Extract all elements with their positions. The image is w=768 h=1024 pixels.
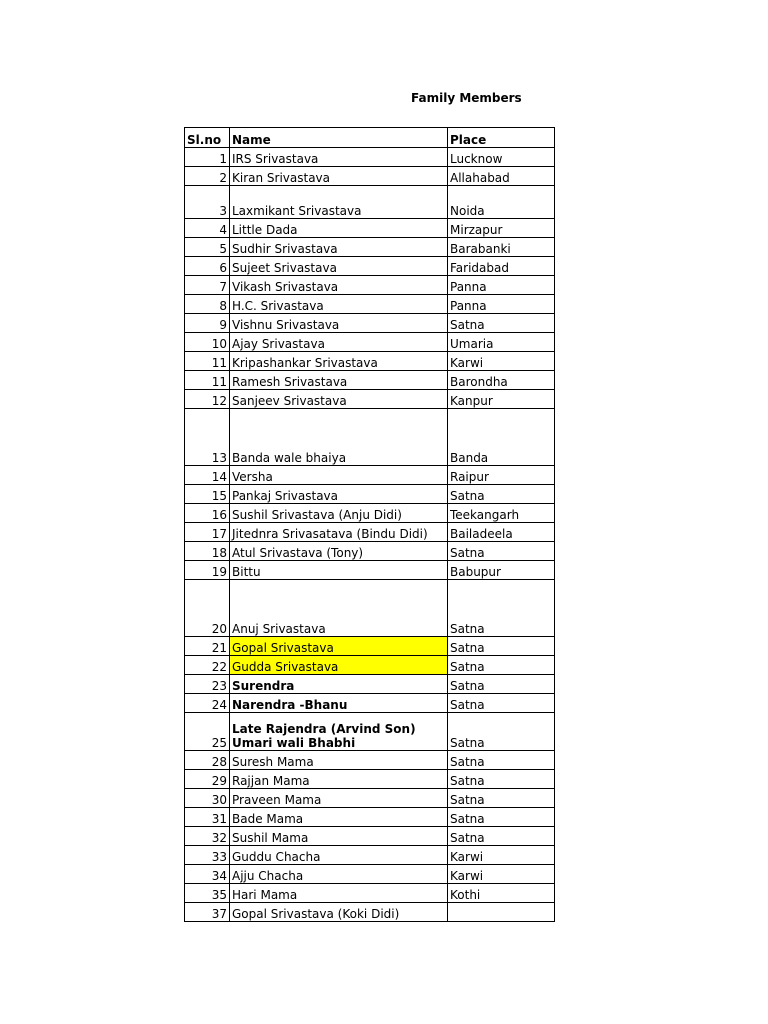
row-place: Satna xyxy=(448,314,555,333)
row-number: 14 xyxy=(185,466,230,485)
row-place: Kothi xyxy=(448,884,555,903)
row-place: Noida xyxy=(448,186,555,219)
row-number: 20 xyxy=(185,580,230,637)
table-row xyxy=(185,485,555,504)
table-row xyxy=(185,371,555,390)
row-place: Satna xyxy=(448,713,555,751)
table-row xyxy=(185,884,555,903)
row-name: Little Dada xyxy=(230,219,448,238)
row-place: Satna xyxy=(448,580,555,637)
table-row xyxy=(185,808,555,827)
row-number: 5 xyxy=(185,238,230,257)
table-row xyxy=(185,675,555,694)
row-name: Jitednra Srivasatava (Bindu Didi) xyxy=(230,523,448,542)
header-name: Name xyxy=(230,128,448,148)
row-number: 22 xyxy=(185,656,230,675)
row-name: Pankaj Srivastava xyxy=(230,485,448,504)
row-number: 1 xyxy=(185,148,230,167)
row-name: Ramesh Srivastava xyxy=(230,371,448,390)
row-number: 21 xyxy=(185,637,230,656)
sheet-title: Family Members xyxy=(411,91,522,105)
row-name: Late Rajendra (Arvind Son) Umari wali Bhabhi xyxy=(230,713,448,751)
table-row xyxy=(185,770,555,789)
row-number: 16 xyxy=(185,504,230,523)
row-name: Banda wale bhaiya xyxy=(230,409,448,466)
table-row xyxy=(185,276,555,295)
row-place: Satna xyxy=(448,656,555,675)
row-place: Teekangarh xyxy=(448,504,555,523)
row-name: Atul Srivastava (Tony) xyxy=(230,542,448,561)
table-row xyxy=(185,504,555,523)
table-row xyxy=(185,561,555,580)
family-members-table xyxy=(184,127,555,922)
row-number: 15 xyxy=(185,485,230,504)
row-place: Babupur xyxy=(448,561,555,580)
row-number: 37 xyxy=(185,903,230,922)
row-number: 7 xyxy=(185,276,230,295)
table-row xyxy=(185,827,555,846)
table-row xyxy=(185,148,555,167)
table-row xyxy=(185,713,555,751)
table-row xyxy=(185,295,555,314)
table-row xyxy=(185,580,555,637)
header-place: Place xyxy=(448,128,555,148)
row-place: Satna xyxy=(448,637,555,656)
row-name: Gopal Srivastava (Koki Didi) xyxy=(230,903,448,922)
row-number: 2 xyxy=(185,167,230,186)
row-name: Vikash Srivastava xyxy=(230,276,448,295)
row-name: Gudda Srivastava xyxy=(230,656,448,675)
row-name: Gopal Srivastava xyxy=(230,637,448,656)
row-number: 9 xyxy=(185,314,230,333)
row-name: Sanjeev Srivastava xyxy=(230,390,448,409)
table-row xyxy=(185,542,555,561)
row-name: Praveen Mama xyxy=(230,789,448,808)
row-number: 25 xyxy=(185,713,230,751)
row-number: 17 xyxy=(185,523,230,542)
row-place: Satna xyxy=(448,485,555,504)
row-name: Hari Mama xyxy=(230,884,448,903)
table-row xyxy=(185,865,555,884)
row-number: 19 xyxy=(185,561,230,580)
row-place: Faridabad xyxy=(448,257,555,276)
table-row xyxy=(185,390,555,409)
header-slno: Sl.no xyxy=(185,128,230,148)
header-row xyxy=(185,128,555,148)
table-row xyxy=(185,186,555,219)
table-row xyxy=(185,846,555,865)
row-name: Bade Mama xyxy=(230,808,448,827)
row-place: Karwi xyxy=(448,846,555,865)
row-number: 35 xyxy=(185,884,230,903)
row-name: Bittu xyxy=(230,561,448,580)
table-row xyxy=(185,352,555,371)
row-number: 32 xyxy=(185,827,230,846)
row-number: 24 xyxy=(185,694,230,713)
row-place: Satna xyxy=(448,770,555,789)
row-name: Anuj Srivastava xyxy=(230,580,448,637)
table-row xyxy=(185,219,555,238)
row-place: Satna xyxy=(448,808,555,827)
row-place: Satna xyxy=(448,751,555,770)
row-place: Karwi xyxy=(448,352,555,371)
row-name: Ajay Srivastava xyxy=(230,333,448,352)
row-number: 11 xyxy=(185,352,230,371)
row-name: H.C. Srivastava xyxy=(230,295,448,314)
row-number: 30 xyxy=(185,789,230,808)
table-row xyxy=(185,903,555,922)
table-row xyxy=(185,466,555,485)
row-place: Raipur xyxy=(448,466,555,485)
row-place: Panna xyxy=(448,295,555,314)
row-place: Satna xyxy=(448,675,555,694)
row-place: Panna xyxy=(448,276,555,295)
table-row xyxy=(185,167,555,186)
row-name: Rajjan Mama xyxy=(230,770,448,789)
row-number: 13 xyxy=(185,409,230,466)
row-place: Satna xyxy=(448,542,555,561)
table-row xyxy=(185,789,555,808)
row-name: Ajju Chacha xyxy=(230,865,448,884)
row-place xyxy=(448,903,555,922)
row-number: 12 xyxy=(185,390,230,409)
table-row-highlighted xyxy=(185,637,555,656)
row-name: Surendra xyxy=(230,675,448,694)
row-number: 18 xyxy=(185,542,230,561)
row-name: Laxmikant Srivastava xyxy=(230,186,448,219)
row-number: 33 xyxy=(185,846,230,865)
row-number: 28 xyxy=(185,751,230,770)
table-row xyxy=(185,257,555,276)
row-place: Bailadeela xyxy=(448,523,555,542)
table-row-highlighted xyxy=(185,656,555,675)
row-place: Banda xyxy=(448,409,555,466)
row-number: 4 xyxy=(185,219,230,238)
row-name: Kripashankar Srivastava xyxy=(230,352,448,371)
row-place: Barondha xyxy=(448,371,555,390)
row-name: Sudhir Srivastava xyxy=(230,238,448,257)
row-number: 6 xyxy=(185,257,230,276)
row-number: 3 xyxy=(185,186,230,219)
row-name: IRS Srivastava xyxy=(230,148,448,167)
table-row xyxy=(185,333,555,352)
table-row xyxy=(185,694,555,713)
row-place: Satna xyxy=(448,789,555,808)
row-name: Sushil Mama xyxy=(230,827,448,846)
row-name: Sushil Srivastava (Anju Didi) xyxy=(230,504,448,523)
row-name: Narendra -Bhanu xyxy=(230,694,448,713)
table-row xyxy=(185,751,555,770)
row-number: 34 xyxy=(185,865,230,884)
row-name: Sujeet Srivastava xyxy=(230,257,448,276)
row-place: Satna xyxy=(448,827,555,846)
row-place: Lucknow xyxy=(448,148,555,167)
row-place: Kanpur xyxy=(448,390,555,409)
row-name: Vishnu Srivastava xyxy=(230,314,448,333)
row-place: Allahabad xyxy=(448,167,555,186)
row-place: Mirzapur xyxy=(448,219,555,238)
table-row xyxy=(185,314,555,333)
row-place: Karwi xyxy=(448,865,555,884)
row-place: Barabanki xyxy=(448,238,555,257)
table-row xyxy=(185,409,555,466)
table-row xyxy=(185,238,555,257)
row-name: Versha xyxy=(230,466,448,485)
row-name: Guddu Chacha xyxy=(230,846,448,865)
row-place: Satna xyxy=(448,694,555,713)
row-number: 10 xyxy=(185,333,230,352)
row-number: 8 xyxy=(185,295,230,314)
row-number: 31 xyxy=(185,808,230,827)
row-number: 11 xyxy=(185,371,230,390)
row-name: Kiran Srivastava xyxy=(230,167,448,186)
row-place: Umaria xyxy=(448,333,555,352)
row-name: Suresh Mama xyxy=(230,751,448,770)
row-number: 29 xyxy=(185,770,230,789)
table-row xyxy=(185,523,555,542)
row-number: 23 xyxy=(185,675,230,694)
